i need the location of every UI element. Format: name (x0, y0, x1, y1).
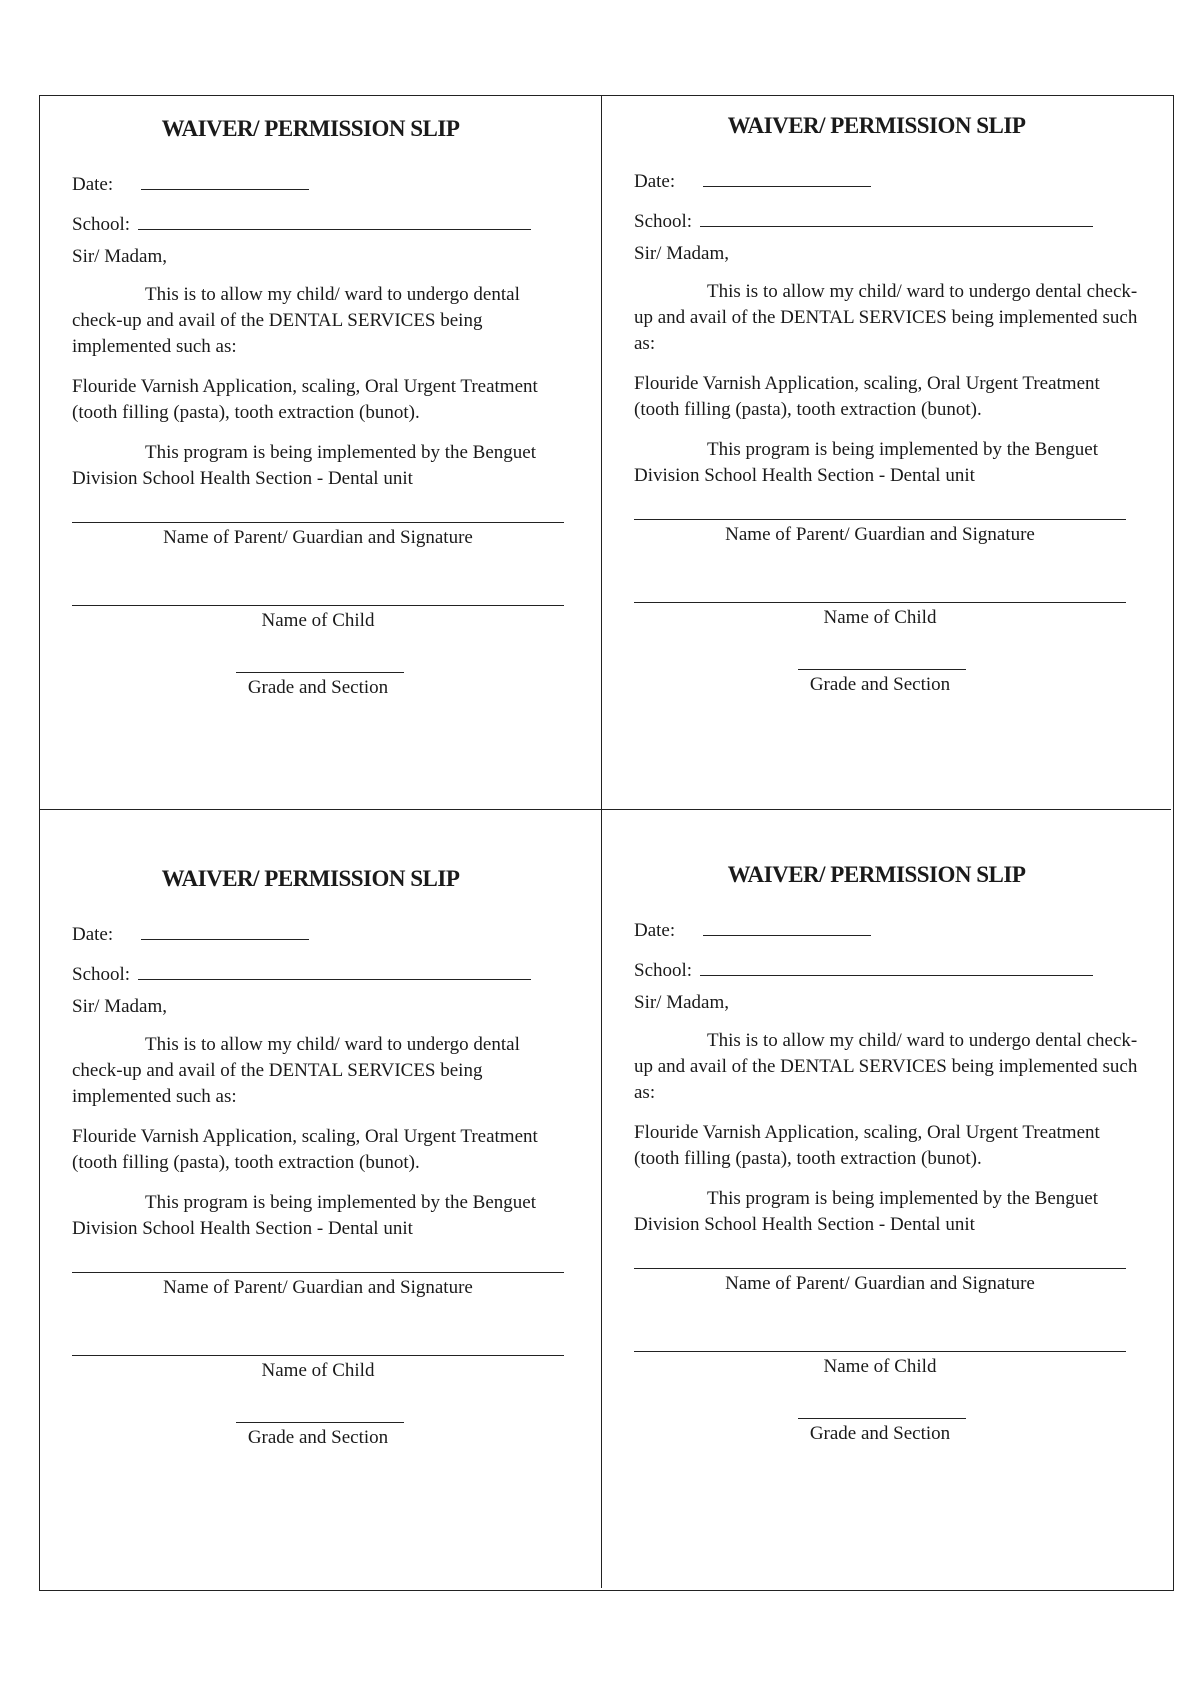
child-name-field[interactable] (72, 605, 564, 606)
permission-slip (602, 810, 1171, 1588)
date-row (72, 906, 569, 946)
child-caption: Name of Child (823, 1356, 937, 1377)
date-label: Date: (72, 924, 114, 945)
salutation: Sir/ Madam, (634, 243, 729, 264)
date-field[interactable] (703, 935, 871, 936)
date-field[interactable] (141, 189, 309, 190)
date-label: Date: (634, 920, 676, 941)
child-name-field[interactable] (72, 1355, 564, 1356)
program-paragraph: This program is being implemented by the Benguet Division School Health Section - Dental unit (72, 442, 537, 489)
salutation: Sir/ Madam, (72, 246, 167, 267)
grade-section-field[interactable] (798, 669, 966, 670)
parent-signature-field[interactable] (72, 1272, 564, 1273)
slip-title: WAIVER/ PERMISSION SLIP (727, 113, 1026, 138)
school-label: School: (634, 960, 693, 981)
school-field[interactable] (700, 975, 1093, 976)
date-row (634, 902, 1139, 942)
parent-signature-field[interactable] (72, 522, 564, 523)
permission-slip (602, 96, 1171, 810)
child-name-field[interactable] (634, 602, 1126, 603)
slip-title: WAIVER/ PERMISSION SLIP (161, 116, 460, 141)
program-paragraph: This program is being implemented by the Benguet Division School Health Section - Dental unit (634, 439, 1099, 486)
grade-caption: Grade and Section (809, 1423, 951, 1444)
school-label: School: (72, 214, 131, 235)
program-paragraph: This program is being implemented by the Benguet Division School Health Section - Dental unit (72, 1192, 537, 1239)
services-list: Flouride Varnish Application, scaling, Oral Urgent Treatment (tooth filling (pasta), tooth extraction (bunot). (72, 376, 538, 423)
date-label: Date: (72, 174, 114, 195)
school-row (72, 946, 569, 986)
grade-caption: Grade and Section (247, 677, 389, 698)
consent-paragraph: This is to allow my child/ ward to undergo dental check-up and avail of the DENTAL SERVICES being implemented such as: (634, 1030, 1138, 1103)
permission-slip (40, 96, 602, 810)
grade-section-field[interactable] (236, 672, 404, 673)
child-name-field[interactable] (634, 1351, 1126, 1352)
salutation: Sir/ Madam, (72, 996, 167, 1017)
services-list: Flouride Varnish Application, scaling, Oral Urgent Treatment (tooth filling (pasta), tooth extraction (bunot). (634, 373, 1100, 420)
slip-title: WAIVER/ PERMISSION SLIP (727, 862, 1026, 887)
parent-caption: Name of Parent/ Guardian and Signature (163, 1277, 473, 1298)
grade-caption: Grade and Section (247, 1427, 389, 1448)
program-paragraph: This program is being implemented by the Benguet Division School Health Section - Dental unit (634, 1188, 1099, 1235)
parent-caption: Name of Parent/ Guardian and Signature (163, 527, 473, 548)
parent-signature-field[interactable] (634, 1268, 1126, 1269)
date-field[interactable] (703, 186, 871, 187)
parent-signature-field[interactable] (634, 519, 1126, 520)
school-row (634, 942, 1139, 982)
child-caption: Name of Child (823, 607, 937, 628)
grade-caption: Grade and Section (809, 674, 951, 695)
grade-section-field[interactable] (798, 1418, 966, 1419)
parent-caption: Name of Parent/ Guardian and Signature (725, 524, 1035, 545)
date-row (72, 156, 569, 196)
parent-caption: Name of Parent/ Guardian and Signature (725, 1273, 1035, 1294)
date-label: Date: (634, 171, 676, 192)
school-label: School: (72, 964, 131, 985)
services-list: Flouride Varnish Application, scaling, Oral Urgent Treatment (tooth filling (pasta), tooth extraction (bunot). (634, 1122, 1100, 1169)
school-field[interactable] (138, 979, 531, 980)
school-row (72, 196, 569, 236)
services-list: Flouride Varnish Application, scaling, Oral Urgent Treatment (tooth filling (pasta), tooth extraction (bunot). (72, 1126, 538, 1173)
school-field[interactable] (700, 226, 1093, 227)
salutation: Sir/ Madam, (634, 992, 729, 1013)
consent-paragraph: This is to allow my child/ ward to undergo dental check-up and avail of the DENTAL SERVICES being implemented such as: (634, 281, 1138, 354)
child-caption: Name of Child (261, 1360, 375, 1381)
school-field[interactable] (138, 229, 531, 230)
school-row (634, 193, 1139, 233)
date-row (634, 153, 1139, 193)
slip-title: WAIVER/ PERMISSION SLIP (161, 866, 460, 891)
permission-slip-sheet (39, 95, 1174, 1591)
consent-paragraph: This is to allow my child/ ward to undergo dental check-up and avail of the DENTAL SERVICES being implemented such as: (72, 284, 520, 357)
date-field[interactable] (141, 939, 309, 940)
school-label: School: (634, 211, 693, 232)
grade-section-field[interactable] (236, 1422, 404, 1423)
permission-slip (40, 810, 602, 1588)
consent-paragraph: This is to allow my child/ ward to undergo dental check-up and avail of the DENTAL SERVICES being implemented such as: (72, 1034, 520, 1107)
child-caption: Name of Child (261, 610, 375, 631)
